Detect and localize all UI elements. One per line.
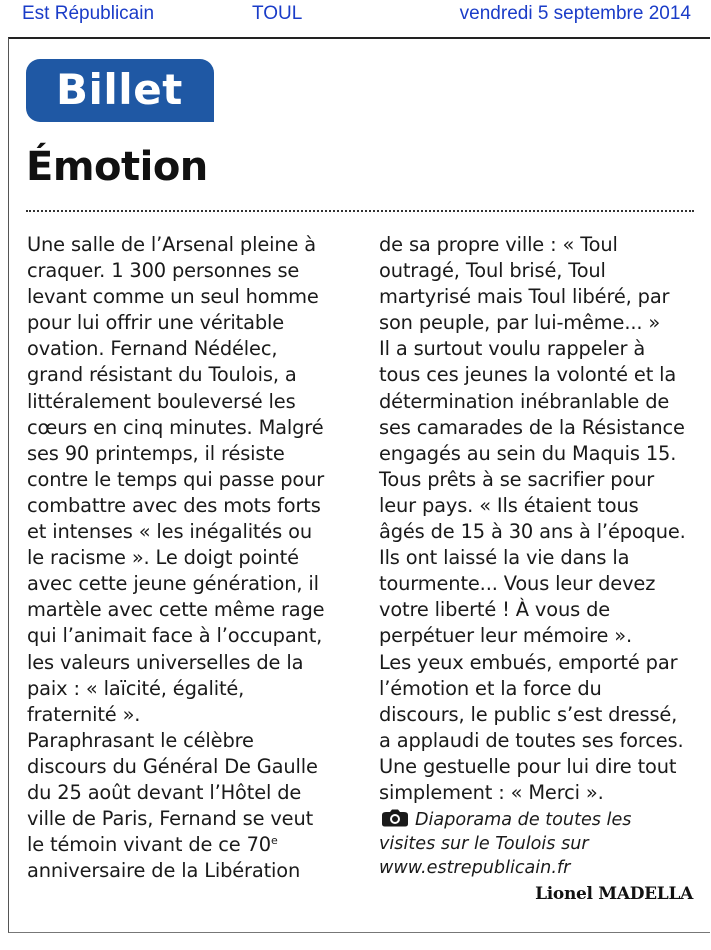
text-line: tous ces jeunes la volonté et la xyxy=(379,363,677,387)
promo-text: Diaporama de toutes les xyxy=(415,810,632,830)
text-line: discours, le public s’est dressé, xyxy=(379,702,678,726)
text-line: simplement : « Merci ». xyxy=(379,780,604,804)
text-line: paix : « laïcité, égalité, xyxy=(27,676,245,700)
text-line: leur pays. « Ils étaient tous xyxy=(379,493,639,517)
text-line: ovation. Fernand Nédélec, xyxy=(27,337,278,361)
text-line: Paraphrasant le célèbre xyxy=(27,728,254,752)
text-line: martyrisé mais Toul libéré, par xyxy=(379,285,670,309)
text-line: âgés de 15 à 30 ans à l’époque. xyxy=(379,520,686,544)
text-line: détermination inébranlable de xyxy=(379,389,670,413)
text-fragment: le témoin vivant de ce 70 xyxy=(27,833,271,857)
text-line-with-superscript xyxy=(27,832,324,858)
rubric-label: Billet xyxy=(56,65,183,114)
article-column-left xyxy=(27,232,324,884)
publication-date: vendredi 5 septembre 2014 xyxy=(459,3,691,24)
text-line: contre le temps qui passe pour xyxy=(27,467,325,491)
text-line: grand résistant du Toulois, a xyxy=(27,363,297,387)
promo-line: visites sur le Toulois sur xyxy=(379,834,589,854)
article-column-right xyxy=(379,232,686,806)
text-line: combattre avec des mots forts xyxy=(27,493,321,517)
text-line: pour lui offrir une véritable xyxy=(27,311,285,335)
text-line: a applaudi de toutes ses forces. xyxy=(379,728,684,752)
text-line: tourmente... Vous leur devez xyxy=(379,572,656,596)
slideshow-promo xyxy=(379,808,631,880)
article-headline: Émotion xyxy=(26,144,208,190)
text-line: de sa propre ville : « Toul xyxy=(379,233,618,256)
text-line: ses 90 printemps, il résiste xyxy=(27,441,285,465)
newspaper-name: Est Républicain xyxy=(22,3,155,24)
text-line: cœurs en cinq minutes. Malgré xyxy=(27,415,324,439)
promo-line xyxy=(379,808,631,832)
text-line: les valeurs universelles de la xyxy=(27,650,304,674)
text-line: anniversaire de la Libération xyxy=(27,859,301,883)
text-line: martèle avec cette même rage xyxy=(27,598,325,622)
text-line: engagés au sein du Maquis 15. xyxy=(379,441,677,465)
text-line: craquer. 1 300 personnes se xyxy=(27,259,300,283)
ordinal-superscript: e xyxy=(270,834,278,848)
text-line: fraternité ». xyxy=(27,702,141,726)
text-line: ses camarades de la Résistance xyxy=(379,415,685,439)
text-line: le racisme ». Le doigt pointé xyxy=(27,546,299,570)
text-line: Tous prêts à se sacrifier pour xyxy=(379,467,655,491)
text-line: Il a surtout voulu rappeler à xyxy=(379,337,646,361)
text-line: votre liberté ! À vous de xyxy=(379,598,611,622)
camera-icon xyxy=(379,809,411,827)
promo-link[interactable]: www.estrepublicain.fr xyxy=(379,858,571,878)
text-line: avec cette jeune génération, il xyxy=(27,572,319,596)
text-line: qui l’animait face à l’occupant, xyxy=(27,624,323,648)
text-line: ville de Paris, Fernand se veut xyxy=(27,807,314,831)
dotted-divider xyxy=(26,210,694,212)
text-line: Les yeux embués, emporté par xyxy=(379,650,678,674)
edition-city: TOUL xyxy=(252,3,303,24)
text-line: Ils ont laissé la vie dans la xyxy=(379,546,630,570)
text-line: Une gestuelle pour lui dire tout xyxy=(379,754,677,778)
text-line: et intenses « les inégalités ou xyxy=(27,520,312,544)
text-line: l’émotion et la force du xyxy=(379,676,602,700)
text-line: du 25 août devant l’Hôtel de xyxy=(27,780,302,804)
author-byline: Lionel MADELLA xyxy=(535,884,693,904)
rubric-badge xyxy=(26,59,214,122)
text-line: littéralement bouleversé les xyxy=(27,389,296,413)
text-line: levant comme un seul homme xyxy=(27,285,319,309)
page-header xyxy=(0,0,711,36)
text-line: perpétuer leur mémoire ». xyxy=(379,624,633,648)
text-line: outragé, Toul brisé, Toul xyxy=(379,259,606,283)
text-line: Une salle de l’Arsenal pleine à xyxy=(27,233,317,256)
text-line: discours du Général De Gaulle xyxy=(27,754,318,778)
text-line: son peuple, par lui-même... » xyxy=(379,311,661,335)
